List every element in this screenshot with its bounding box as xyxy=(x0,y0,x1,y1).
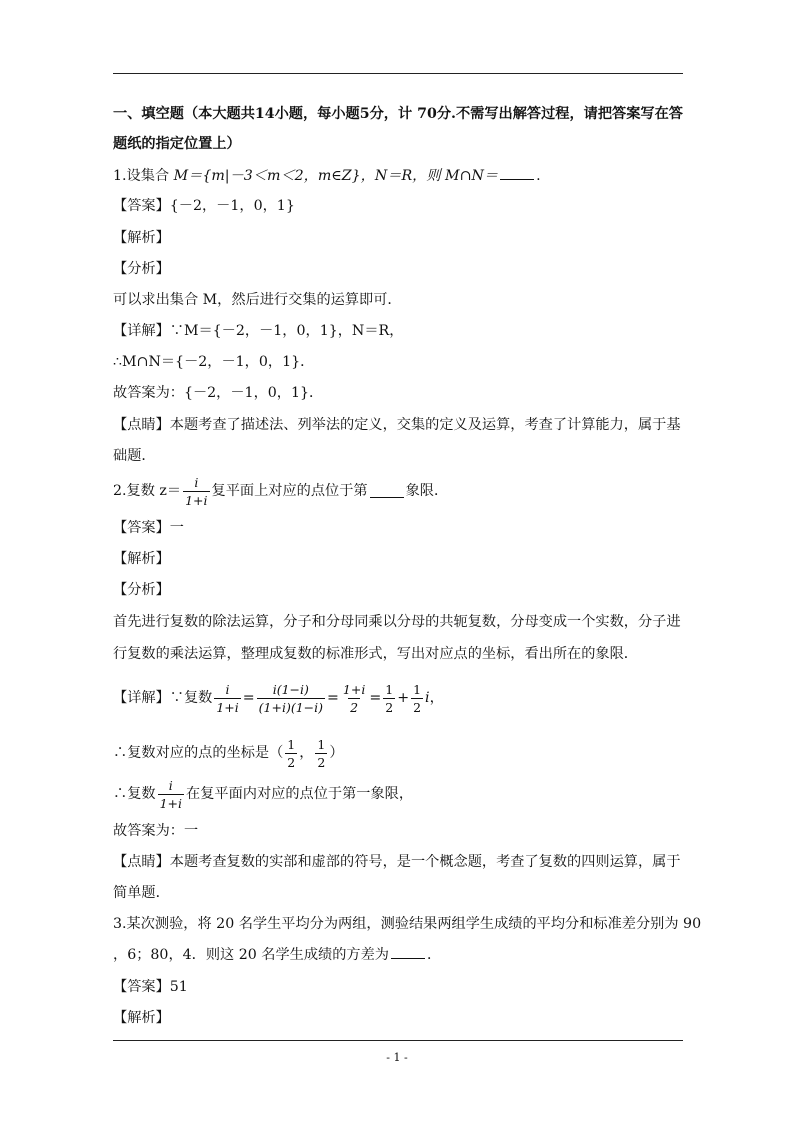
q2-detail-label: 【详解】∵复数 xyxy=(113,690,213,706)
q1-analysis-label: 【解析】 xyxy=(113,230,170,246)
coord-prefix: ∴复数对应的点的坐标是（ xyxy=(113,745,284,761)
frac-numerator: 1+i xyxy=(342,681,366,697)
comma: ， xyxy=(429,690,444,706)
q1-end: . xyxy=(536,168,541,184)
answer-blank xyxy=(391,945,425,959)
q3-analysis-label: 【解析】 xyxy=(113,1010,170,1026)
q2-analysis-label: 【解析】 xyxy=(113,551,170,567)
q3-answer: 【答案】51 xyxy=(113,979,188,995)
frac-numerator: 1 xyxy=(317,736,326,752)
q2-detail xyxy=(113,677,688,719)
detail-fraction-5 xyxy=(411,682,423,715)
coord-y-fraction xyxy=(315,737,327,770)
quad-suffix: 在复平面内对应的点位于第一象限， xyxy=(186,786,414,802)
frac-denominator: 1+i xyxy=(159,795,183,811)
q2-fraction xyxy=(183,475,209,508)
frac-denominator: 2 xyxy=(287,754,296,770)
frac-numerator: i xyxy=(168,777,173,793)
q2-prefix: 2.复数 z＝ xyxy=(113,483,182,499)
q2-quadrant xyxy=(113,776,688,812)
frac-denominator: 2 xyxy=(350,699,359,715)
answer-blank xyxy=(370,484,404,498)
q1-detail-2: ∴M∩N＝{－2，－1，0，1}． xyxy=(113,354,315,370)
page-number: - 1 - xyxy=(386,1051,408,1064)
q2-conclusion: 故答案为：一 xyxy=(113,823,199,839)
section-title-cont: 题纸的指定位置上） xyxy=(113,136,241,152)
answer-blank xyxy=(500,166,534,180)
question-1 xyxy=(113,166,688,186)
frac-denominator: (1+i)(1−i) xyxy=(258,699,324,715)
q1-detail-3: 故答案为：{－2，－1，0，1}． xyxy=(113,385,324,401)
q3-end: ． xyxy=(427,947,442,963)
q2-comment-1: 【点睛】本题考查复数的实部和虚部的符号，是一个概念题，考查了复数的四则运算，属于 xyxy=(113,854,681,870)
imaginary-unit: i xyxy=(425,690,430,706)
frac-denominator: 1+i xyxy=(185,492,208,508)
detail-fraction-4 xyxy=(383,682,395,715)
question-3: 3.某次测验，将 20 名学生平均分为两组，测验结果两组学生成绩的平均分和标准差分别为 90 xyxy=(113,916,702,932)
q3-prefix: ，6；80，4．则这 20 名学生成绩的方差为 xyxy=(113,947,389,963)
q2-comment-2: 简单题． xyxy=(113,885,170,901)
footer-rule xyxy=(113,1040,683,1041)
q1-comment-2: 础题． xyxy=(113,448,156,464)
q2-coordinates xyxy=(113,733,688,773)
coord-suffix: ） xyxy=(329,745,344,761)
frac-numerator: i xyxy=(194,474,199,490)
comma: ， xyxy=(299,745,314,761)
frac-numerator: i xyxy=(225,681,230,697)
detail-fraction-3 xyxy=(341,682,367,715)
quad-fraction xyxy=(158,778,184,811)
equals-sign: = xyxy=(327,690,339,706)
q2-fenxi-1: 首先进行复数的除法运算，分子和分母同乘以分母的共轭复数，分母变成一个实数，分子进 xyxy=(113,614,681,630)
quad-prefix: ∴复数 xyxy=(113,786,156,802)
detail-fraction-2 xyxy=(257,682,325,715)
q1-fenxi-label: 【分析】 xyxy=(113,261,170,277)
frac-numerator: i(1−i) xyxy=(272,681,309,697)
question-2 xyxy=(113,474,688,508)
frac-denominator: 2 xyxy=(413,699,422,715)
q2-fenxi-label: 【分析】 xyxy=(113,582,170,598)
q1-prefix: 1.设集合 xyxy=(113,168,174,184)
coord-x-fraction xyxy=(285,737,297,770)
frac-numerator: 1 xyxy=(385,681,394,697)
section-title: 一、填空题（本大题共14小题，每小题5分，计 70分.不需写出解答过程，请把答案写在答 xyxy=(113,106,683,122)
header-rule xyxy=(113,73,683,74)
frac-numerator: 1 xyxy=(413,681,422,697)
q2-answer: 【答案】一 xyxy=(113,520,184,536)
q2-suffix: 复平面上对应的点位于第 xyxy=(211,483,368,499)
question-3-cont xyxy=(113,945,688,965)
frac-denominator: 2 xyxy=(385,699,394,715)
q2-end: 象限． xyxy=(405,483,449,499)
frac-denominator: 2 xyxy=(317,754,326,770)
plus-sign: + xyxy=(397,690,410,706)
frac-denominator: 1+i xyxy=(216,699,239,715)
q1-expression: M＝{m|－3＜m＜2，m∈Z}，N＝R，则 M∩N＝ xyxy=(173,168,499,184)
q2-fenxi-2: 行复数的乘法运算，整理成复数的标准形式，写出对应点的坐标，看出所在的象限． xyxy=(113,646,638,662)
q1-answer: 【答案】{－2，－1，0，1} xyxy=(113,198,295,214)
detail-fraction-1 xyxy=(214,682,240,715)
frac-numerator: 1 xyxy=(287,736,296,752)
equals-sign: = xyxy=(242,690,255,706)
equals-sign: = xyxy=(369,690,382,706)
q1-comment-1: 【点睛】本题考查了描述法、列举法的定义，交集的定义及运算，考查了计算能力，属于基 xyxy=(113,417,681,433)
q1-detail-1: 【详解】∵M＝{－2，－1，0，1}，N＝R， xyxy=(113,323,404,339)
q1-fenxi-text: 可以求出集合 M，然后进行交集的运算即可． xyxy=(113,292,402,308)
